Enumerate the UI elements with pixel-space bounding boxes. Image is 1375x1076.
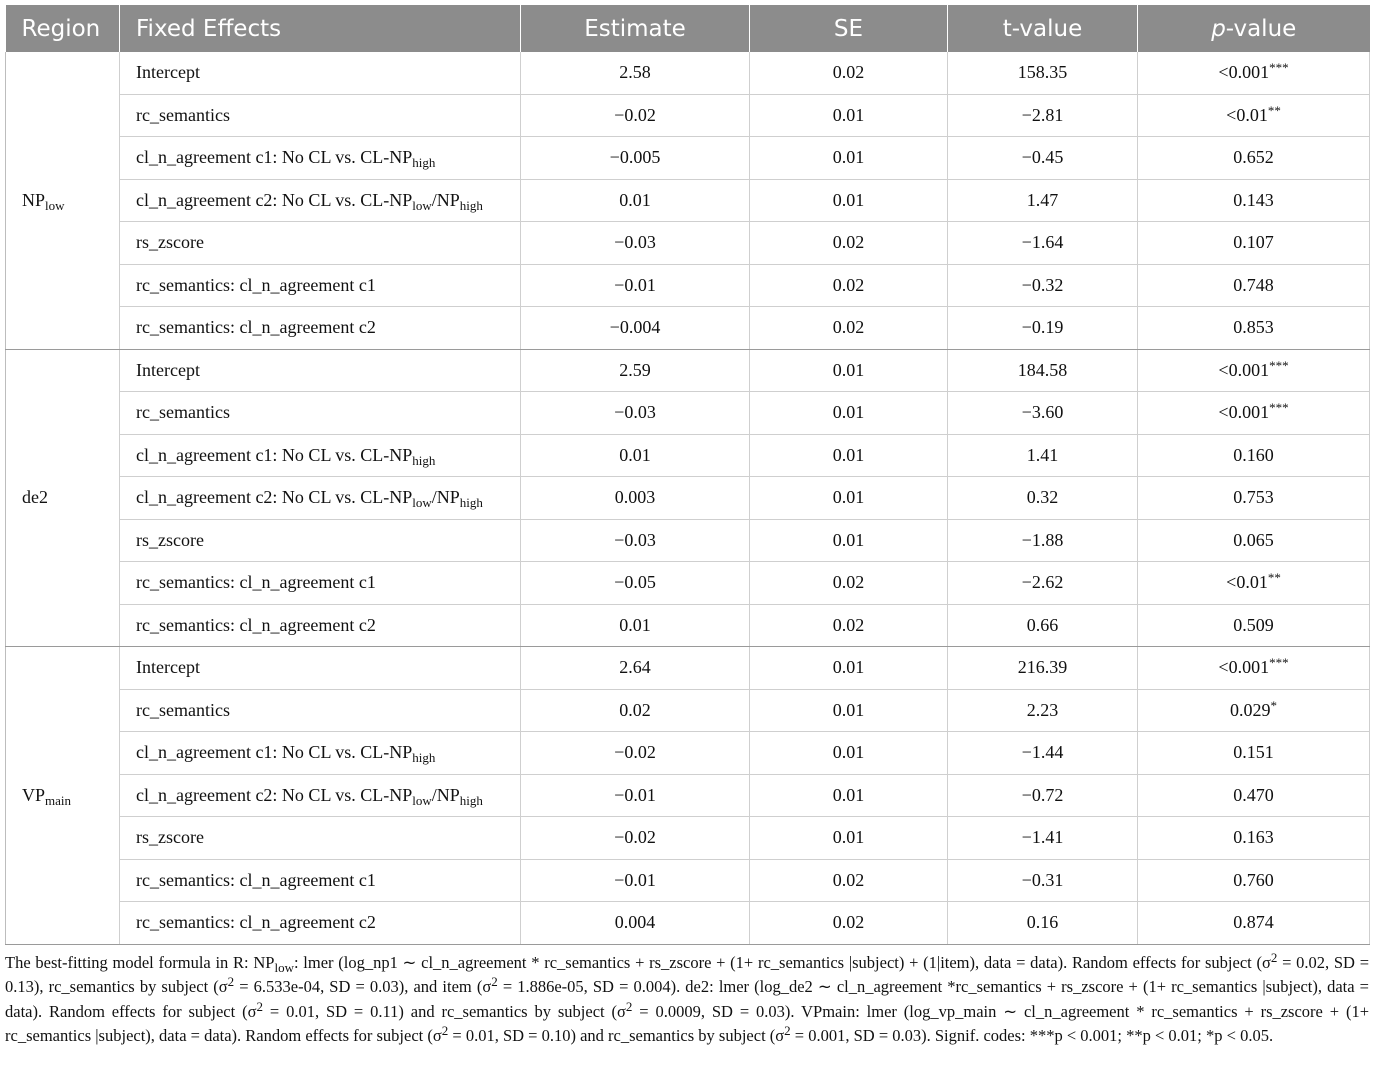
region-subscript: main — [45, 792, 72, 808]
t-value-cell: 216.39 — [948, 647, 1138, 690]
p-value: 0.163 — [1233, 827, 1274, 848]
estimate-cell: −0.02 — [521, 817, 750, 860]
effect-cell — [120, 519, 521, 562]
footnote-part: = 0.0009, SD = 0.03). VPmain: lmer (log_vp_main ∼ cl_n_agreement * rc_semantics + rs_zscore + (1+ rc_semantics |subject), data = data). Random effects for subject (σ — [5, 1001, 1370, 1046]
effect-subscript: low — [412, 197, 432, 213]
results-table-container — [5, 5, 1369, 945]
effect-label: rc_semantics: cl_n_agreement c2 — [136, 317, 376, 338]
se-cell: 0.01 — [750, 477, 948, 520]
t-value-cell: −1.41 — [948, 817, 1138, 860]
estimate-cell: −0.03 — [521, 222, 750, 265]
effect-subscript: high — [459, 197, 483, 213]
table-row — [6, 52, 1370, 94]
table-row — [6, 562, 1370, 605]
table-row — [6, 774, 1370, 817]
p-value: <0.001 — [1218, 657, 1270, 678]
effect-cell — [120, 349, 521, 392]
p-value-cell — [1138, 52, 1370, 94]
effect-cell — [120, 817, 521, 860]
p-value: <0.01 — [1226, 572, 1268, 593]
table-row — [6, 477, 1370, 520]
effect-subscript: low — [412, 792, 432, 808]
t-value-cell: 1.41 — [948, 434, 1138, 477]
effect-cell — [120, 562, 521, 605]
t-value-cell: −0.32 — [948, 264, 1138, 307]
t-value-cell: −2.62 — [948, 562, 1138, 605]
p-value-cell — [1138, 94, 1370, 137]
table-row — [6, 902, 1370, 945]
p-value: 0.151 — [1233, 742, 1274, 763]
effect-label: cl_n_agreement c2: No CL vs. CL-NP — [136, 487, 413, 508]
effect-label: rs_zscore — [136, 827, 204, 848]
footnote-sup: 2 — [625, 998, 633, 1014]
se-cell: 0.02 — [750, 604, 948, 647]
significance-stars: ** — [1267, 102, 1281, 118]
p-value-cell — [1138, 562, 1370, 605]
estimate-cell: 0.01 — [521, 434, 750, 477]
p-value: 0.748 — [1233, 274, 1274, 295]
p-value-cell — [1138, 859, 1370, 902]
effect-cell — [120, 52, 521, 94]
p-value: <0.01 — [1226, 104, 1268, 125]
table-row — [6, 647, 1370, 690]
p-value: 0.470 — [1233, 784, 1274, 805]
effect-label: cl_n_agreement c1: No CL vs. CL-NP — [136, 742, 413, 763]
effect-subscript: high — [459, 495, 483, 511]
t-value-cell: −0.19 — [948, 307, 1138, 350]
estimate-cell: 0.01 — [521, 604, 750, 647]
effect-subscript: high — [412, 750, 436, 766]
p-value-cell — [1138, 817, 1370, 860]
table-header-row — [6, 5, 1370, 52]
significance-stars: *** — [1269, 400, 1289, 416]
effect-label-mid: /NP — [431, 784, 460, 805]
effect-label-mid: /NP — [431, 487, 460, 508]
footnote-part: = 0.01, SD = 0.10) and rc_semantics by subject (σ — [448, 1026, 785, 1046]
se-cell: 0.02 — [750, 859, 948, 902]
footnote-part: = 0.01, SD = 0.11) and rc_semantics by subject (σ — [262, 1001, 626, 1021]
effect-label: rc_semantics — [136, 104, 230, 125]
estimate-cell: −0.02 — [521, 94, 750, 137]
estimate-cell: 0.01 — [521, 179, 750, 222]
estimate-cell: 0.02 — [521, 689, 750, 732]
se-cell: 0.01 — [750, 179, 948, 222]
effect-label: rc_semantics — [136, 402, 230, 423]
footnote-sup: 2 — [784, 1023, 791, 1039]
footnote-part: = 6.533e-04, SD = 0.03), and item (σ — [234, 977, 492, 997]
region-cell — [6, 647, 120, 945]
effect-label: rc_semantics: cl_n_agreement c2 — [136, 614, 376, 635]
se-cell: 0.01 — [750, 732, 948, 775]
table-row — [6, 307, 1370, 350]
p-value-cell — [1138, 434, 1370, 477]
estimate-cell: 2.64 — [521, 647, 750, 690]
se-cell: 0.02 — [750, 222, 948, 265]
effect-cell — [120, 774, 521, 817]
effect-label-mid: /NP — [431, 189, 460, 210]
region-label: VP — [22, 784, 46, 805]
se-cell: 0.02 — [750, 307, 948, 350]
table-row — [6, 689, 1370, 732]
table-row — [6, 137, 1370, 180]
table-row — [6, 434, 1370, 477]
p-value: 0.143 — [1233, 189, 1274, 210]
effect-cell — [120, 264, 521, 307]
t-value-cell: 158.35 — [948, 52, 1138, 94]
se-cell: 0.01 — [750, 817, 948, 860]
t-value-cell: −1.44 — [948, 732, 1138, 775]
se-cell: 0.01 — [750, 434, 948, 477]
se-cell: 0.01 — [750, 349, 948, 392]
footnote-part: = 0.02, SD = 0.13), rc_semantics by subject (σ — [5, 953, 1369, 997]
table-row — [6, 179, 1370, 222]
se-cell: 0.01 — [750, 689, 948, 732]
table-row — [6, 732, 1370, 775]
header-t-value: t-value — [948, 5, 1138, 52]
effect-subscript: high — [459, 792, 483, 808]
p-value-cell — [1138, 222, 1370, 265]
footnote-sub: low — [274, 960, 294, 975]
effect-label: rs_zscore — [136, 529, 204, 550]
effect-cell — [120, 222, 521, 265]
estimate-cell: −0.01 — [521, 264, 750, 307]
header-p-italic: p — [1211, 15, 1226, 42]
significance-stars: ** — [1267, 570, 1281, 586]
p-value: 0.029 — [1230, 699, 1271, 720]
effect-cell — [120, 392, 521, 435]
estimate-cell: −0.01 — [521, 774, 750, 817]
effect-label: cl_n_agreement c1: No CL vs. CL-NP — [136, 147, 413, 168]
effect-cell — [120, 137, 521, 180]
p-value-cell — [1138, 179, 1370, 222]
p-value-cell — [1138, 689, 1370, 732]
region-label: de2 — [22, 487, 48, 508]
t-value-cell: 2.23 — [948, 689, 1138, 732]
fixed-effects-table — [5, 5, 1370, 945]
table-row — [6, 349, 1370, 392]
region-cell — [6, 349, 120, 647]
p-value-cell — [1138, 647, 1370, 690]
header-estimate: Estimate — [521, 5, 750, 52]
effect-subscript: high — [412, 155, 436, 171]
effect-label: cl_n_agreement c2: No CL vs. CL-NP — [136, 189, 413, 210]
footnote-sup: 2 — [1270, 950, 1278, 965]
header-region: Region — [6, 5, 120, 52]
effect-cell — [120, 307, 521, 350]
p-value-cell — [1138, 732, 1370, 775]
estimate-cell: −0.004 — [521, 307, 750, 350]
footnote-sup: 2 — [227, 974, 235, 990]
effect-subscript: low — [412, 495, 432, 511]
p-value-cell — [1138, 349, 1370, 392]
p-value: <0.001 — [1218, 359, 1270, 380]
region-cell — [6, 52, 120, 349]
t-value-cell: −1.88 — [948, 519, 1138, 562]
significance-stars: * — [1270, 697, 1277, 713]
effect-label: rc_semantics: cl_n_agreement c1 — [136, 869, 376, 890]
p-value-cell — [1138, 392, 1370, 435]
effect-label: rs_zscore — [136, 232, 204, 253]
footnote-part: : lmer (log_np1 ∼ cl_n_agreement * rc_semantics + rs_zscore + (1+ rc_semantics |subject) + (1|item), data = data). Random effects for subject (σ — [293, 953, 1271, 972]
table-row — [6, 392, 1370, 435]
p-value: 0.853 — [1233, 317, 1274, 338]
t-value-cell: 0.32 — [948, 477, 1138, 520]
p-value: <0.001 — [1218, 62, 1270, 83]
p-value: 0.760 — [1233, 869, 1274, 890]
p-value-cell — [1138, 902, 1370, 945]
t-value-cell: 184.58 — [948, 349, 1138, 392]
estimate-cell: 2.58 — [521, 52, 750, 94]
table-row — [6, 519, 1370, 562]
estimate-cell: 0.003 — [521, 477, 750, 520]
p-value: 0.509 — [1233, 614, 1274, 635]
p-value: 0.065 — [1233, 529, 1274, 550]
footnote-sup: 2 — [256, 998, 263, 1014]
significance-stars: *** — [1269, 357, 1289, 373]
p-value-cell — [1138, 307, 1370, 350]
effect-cell — [120, 689, 521, 732]
p-value: <0.001 — [1218, 402, 1270, 423]
effect-label: rc_semantics: cl_n_agreement c2 — [136, 912, 376, 933]
significance-stars: *** — [1269, 60, 1289, 76]
t-value-cell: −2.81 — [948, 94, 1138, 137]
t-value-cell: −0.72 — [948, 774, 1138, 817]
footnote-sup: 2 — [441, 1023, 449, 1039]
estimate-cell: −0.03 — [521, 519, 750, 562]
se-cell: 0.02 — [750, 264, 948, 307]
header-se: SE — [750, 5, 948, 52]
effect-cell — [120, 647, 521, 690]
p-value: 0.652 — [1233, 147, 1274, 168]
effect-label: cl_n_agreement c2: No CL vs. CL-NP — [136, 784, 413, 805]
header-fixed-effects: Fixed Effects — [120, 5, 521, 52]
estimate-cell: −0.02 — [521, 732, 750, 775]
table-row — [6, 817, 1370, 860]
p-value: 0.107 — [1233, 232, 1274, 253]
effect-cell — [120, 859, 521, 902]
p-value-cell — [1138, 519, 1370, 562]
effect-label: Intercept — [136, 62, 200, 83]
estimate-cell: −0.03 — [521, 392, 750, 435]
estimate-cell: −0.01 — [521, 859, 750, 902]
effect-label: rc_semantics — [136, 699, 230, 720]
table-row — [6, 604, 1370, 647]
header-p-value — [1138, 5, 1370, 52]
t-value-cell: −0.45 — [948, 137, 1138, 180]
estimate-cell: −0.05 — [521, 562, 750, 605]
se-cell: 0.01 — [750, 137, 948, 180]
t-value-cell: 0.66 — [948, 604, 1138, 647]
estimate-cell: −0.005 — [521, 137, 750, 180]
footnote-sup: 2 — [491, 974, 498, 990]
region-label: NP — [22, 189, 46, 210]
p-value: 0.874 — [1233, 912, 1274, 933]
t-value-cell: −3.60 — [948, 392, 1138, 435]
p-value-cell — [1138, 264, 1370, 307]
effect-cell — [120, 179, 521, 222]
se-cell: 0.02 — [750, 562, 948, 605]
t-value-cell: −1.64 — [948, 222, 1138, 265]
effect-label: rc_semantics: cl_n_agreement c1 — [136, 274, 376, 295]
effect-cell — [120, 94, 521, 137]
effect-label: Intercept — [136, 657, 200, 678]
region-subscript: low — [45, 197, 65, 213]
effect-cell — [120, 902, 521, 945]
t-value-cell: 1.47 — [948, 179, 1138, 222]
p-value-cell — [1138, 477, 1370, 520]
se-cell: 0.01 — [750, 774, 948, 817]
table-row — [6, 859, 1370, 902]
footnote-part: = 1.886e-05, SD = 0.004). de2: lmer (log_de2 ∼ cl_n_agreement *rc_semantics + rs_zscore + (1+ rc_semantics |subject), data = data). Random effects for subject (σ — [5, 977, 1369, 1021]
table-row — [6, 264, 1370, 307]
t-value-cell: 0.16 — [948, 902, 1138, 945]
p-value-cell — [1138, 774, 1370, 817]
p-value: 0.753 — [1233, 487, 1274, 508]
effect-label: rc_semantics: cl_n_agreement c1 — [136, 572, 376, 593]
se-cell: 0.02 — [750, 902, 948, 945]
estimate-cell: 0.004 — [521, 902, 750, 945]
header-p-rest: -value — [1225, 15, 1297, 42]
effect-cell — [120, 604, 521, 647]
effect-label: Intercept — [136, 359, 200, 380]
significance-stars: *** — [1269, 655, 1289, 671]
p-value-cell — [1138, 604, 1370, 647]
effect-subscript: high — [412, 452, 436, 468]
table-row — [6, 222, 1370, 265]
table-body — [6, 52, 1370, 944]
effect-cell — [120, 732, 521, 775]
se-cell: 0.01 — [750, 94, 948, 137]
footnote-part: = 0.001, SD = 0.03). Signif. codes: ***p < 0.001; **p < 0.01; *p < 0.05. — [790, 1026, 1274, 1046]
se-cell: 0.01 — [750, 647, 948, 690]
footnote-part: The best-fitting model formula in R: NP — [5, 953, 275, 972]
effect-label: cl_n_agreement c1: No CL vs. CL-NP — [136, 444, 413, 465]
table-row — [6, 94, 1370, 137]
se-cell: 0.01 — [750, 392, 948, 435]
p-value-cell — [1138, 137, 1370, 180]
table-footnote — [5, 951, 1369, 1049]
effect-cell — [120, 477, 521, 520]
effect-cell — [120, 434, 521, 477]
se-cell: 0.02 — [750, 52, 948, 94]
estimate-cell: 2.59 — [521, 349, 750, 392]
se-cell: 0.01 — [750, 519, 948, 562]
p-value: 0.160 — [1233, 444, 1274, 465]
t-value-cell: −0.31 — [948, 859, 1138, 902]
